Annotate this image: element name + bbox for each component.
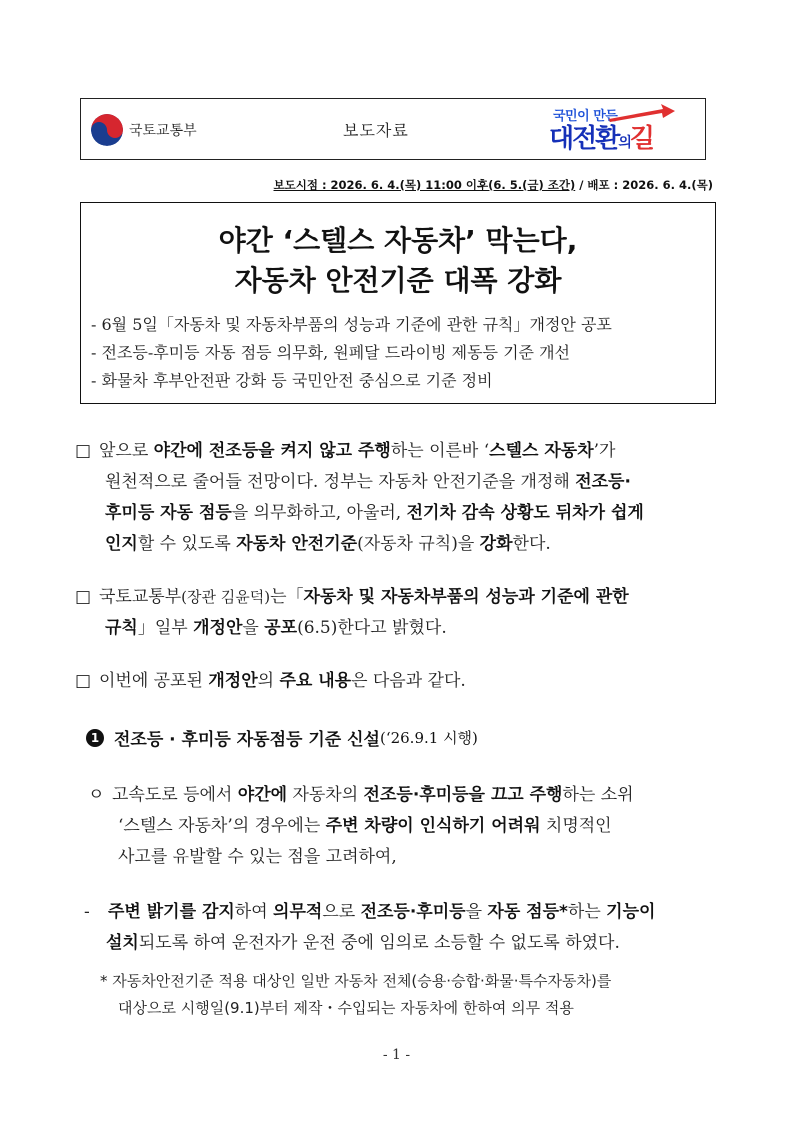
subtitle-item: - 전조등-후미등 자동 점등 의무화, 원페달 드라이빙 제동등 기준 개선	[91, 343, 570, 362]
subtitle-item: - 화물차 후부안전판 강화 등 국민안전 중심으로 기준 정비	[91, 371, 493, 390]
doc-type-title: 보도자료	[343, 121, 409, 140]
page-number: - 1 -	[382, 1047, 411, 1063]
slogan-logo: 국민이 만든 대전환의길	[549, 103, 679, 159]
ministry-name: 국토교통부	[129, 123, 197, 139]
paragraph-1: □ 앞으로 야간에 전조등을 켜지 않고 주행하는 이른바 ‘스텔스 자동차’가 원천적으로 줄어들 전망이다. 정부는 자동차 안전기준을 개정해 전조등· 후미등 자동 점등을 의무화하고, 아울러, 전기차 감속 상황도 뒤차가 쉽게 인지할 수 있도록 자동차 안전기준(자동차 규칙)을 강화한다.	[75, 441, 644, 554]
government-emblem-icon	[91, 114, 123, 146]
release-timing: 보도시점 : 2026. 6. 4.(목) 11:00 이후(6. 5.(금) 조간) / 배포 : 2026. 6. 4.(목)	[273, 178, 713, 192]
paragraph-4: ㅇ 고속도로 등에서 야간에 자동차의 전조등·후미등을 끄고 주행하는 소위 ‘스텔스 자동차’의 경우에는 주변 차량이 인식하기 어려워 치명적인 사고를 유발할 수 있는 점을 고려하여,	[88, 785, 634, 867]
ministry-logo	[91, 113, 197, 147]
section-number-badge: 1	[86, 729, 104, 747]
paragraph-5: - 주변 밝기를 감지하여 의무적으로 전조등·후미등을 자동 점등*하는 기능이 설치되도록 하여 운전자가 운전 중에 임의로 소등할 수 없도록 하였다.	[84, 902, 656, 953]
subtitle-list	[91, 311, 612, 395]
paragraph-2: □ 국토교통부(장관 김윤덕)는「자동차 및 자동차부품의 성능과 기준에 관한 규칙」일부 개정안을 공포(6.5)한다고 밝혔다.	[75, 587, 629, 638]
title-box	[80, 202, 716, 404]
section-1-heading: 1 전조등 · 후미등 자동점등 기준 신설 (‘26.9.1 시행)	[86, 725, 478, 750]
press-release-header	[80, 98, 706, 160]
main-title-line1: 야간 ‘스텔스 자동차’ 막는다,	[218, 224, 578, 257]
footnote: * 자동차안전기준 적용 대상인 일반 자동차 전체(승용·승합·화물·특수자동차)를 대상으로 시행일(9.1)부터 제작・수입되는 자동차에 한하여 의무 적용	[100, 972, 612, 1017]
paragraph-3: □ 이번에 공포된 개정안의 주요 내용은 다음과 같다.	[75, 671, 466, 691]
subtitle-item: - 6월 5일「자동차 및 자동차부품의 성능과 기준에 관한 규칙」개정안 공포	[91, 315, 612, 334]
main-title-line2: 자동차 안전기준 대폭 강화	[234, 264, 562, 297]
